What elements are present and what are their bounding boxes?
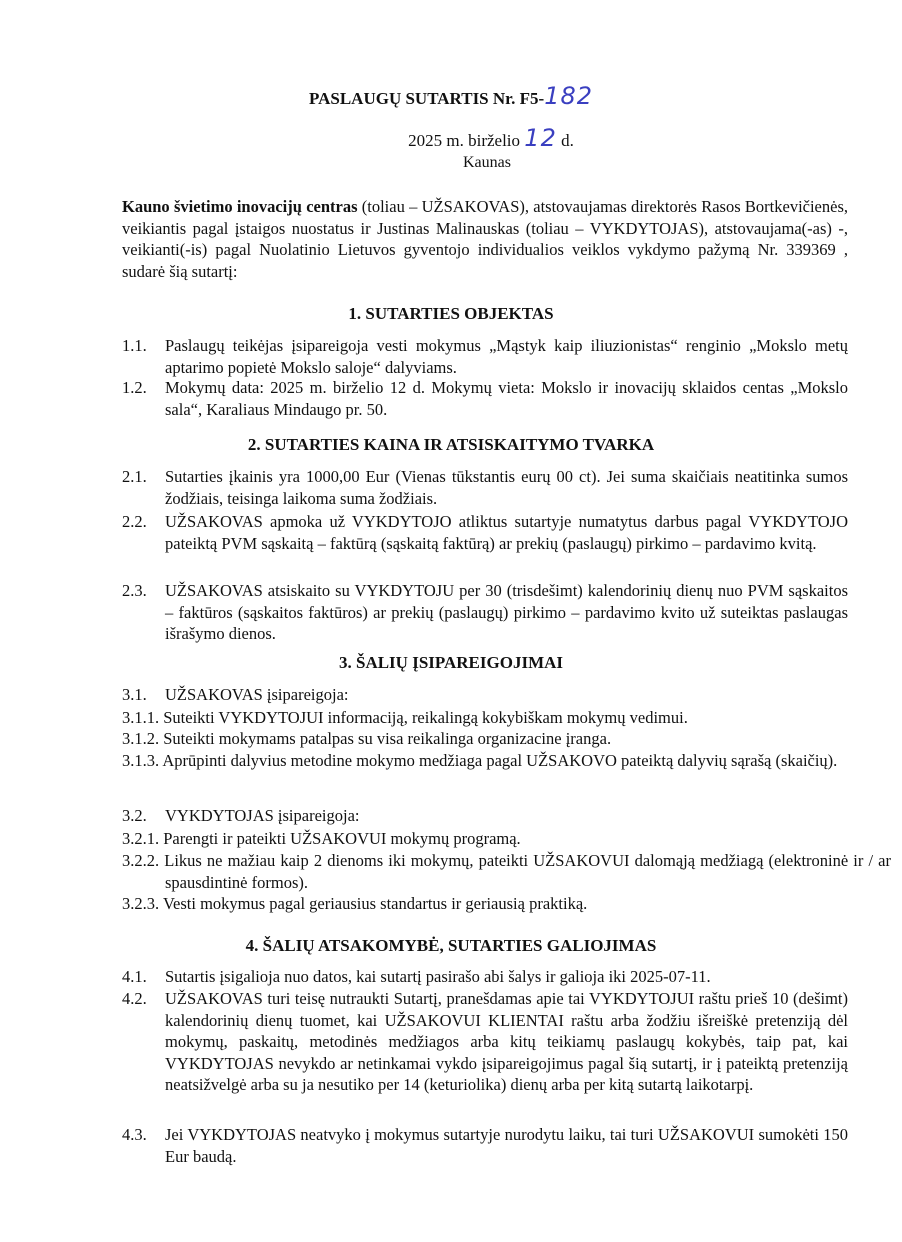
clause-number: 3.1.3.	[122, 751, 160, 770]
clause-text: UŽSAKOVAS įsipareigoja:	[165, 685, 349, 704]
section-heading: 4. ŠALIŲ ATSAKOMYBĖ, SUTARTIES GALIOJIMAS	[245, 936, 657, 955]
document-city: Kaunas	[463, 154, 511, 171]
intro-text: (toliau – UŽSAKOVAS), atstovaujamas direktorės Rasos Bortkevičienės, veikiantis pagal įstaigos nuostatus ir Justinas Malinauskas (toliau – VYKDYTOJAS), atstovaujama(-as) -, veikianti(-is) pagal Nuolatinio Lietuvos gyventojo individualios veiklos vykdymo pažymą Nr. 339369 , sudarė šią sutartį:	[122, 197, 849, 281]
date-prefix: 2025 m. birželio	[408, 131, 521, 150]
clause-text: UŽSAKOVAS atsiskaito su VYKDYTOJU per 30 (trisdešimt) kalendorinių dienų nuo PVM sąskaitos – faktūros (sąskaitos faktūros) ar prekių (paslaugų) pirkimo – pardavimo kvito už suteiktas paslaugas išrašymo dienos.	[165, 581, 848, 643]
clause-number: 1.2.	[122, 378, 147, 397]
subclause	[122, 707, 891, 729]
clause-text: VYKDYTOJAS įsipareigoja:	[165, 806, 360, 825]
clause-text: Jei VYKDYTOJAS neatvyko į mokymus sutartyje nurodytu laiku, tai turi UŽSAKOVUI sumokėti 150 Eur baudą.	[165, 1125, 848, 1166]
subclause	[122, 893, 891, 915]
clause-text: Paslaugų teikėjas įsipareigoja vesti mokymus „Mąstyk kaip iliuzionistas“ renginio „Mokslo metų aptarimo popietė Mokslo saloje“ dalyviams.	[165, 336, 848, 377]
handwritten-number: 182	[544, 82, 594, 110]
clause-number: 3.1.	[122, 685, 147, 704]
clause	[122, 988, 848, 1096]
clause-text: Likus ne mažiau kaip 2 dienoms iki mokymų, pateikti UŽSAKOVUI dalomąją medžiagą (elektroninė ir / ar spausdintinė formos).	[164, 851, 892, 892]
section-heading: 2. SUTARTIES KAINA IR ATSISKAITYMO TVARKA	[247, 435, 655, 454]
clause-number: 3.1.1.	[122, 708, 160, 727]
clause-text: Vesti mokymus pagal geriausius standartus ir geriausią praktiką.	[162, 894, 588, 913]
customer-name: Kauno švietimo inovacijų centras	[122, 197, 358, 216]
intro-paragraph	[122, 196, 848, 282]
clause-number: 3.1.2.	[122, 729, 160, 748]
subclause	[122, 750, 891, 772]
clause-text: Suteikti VYKDYTOJUI informaciją, reikalingą kokybiškam mokymų vedimui.	[163, 708, 688, 727]
clause-text: Suteikti mokymams patalpas su visa reikalinga organizacine įranga.	[163, 729, 612, 748]
clause-number: 3.2.2.	[122, 851, 160, 870]
clause-text: Sutarties įkainis yra 1000,00 Eur (Vienas tūkstantis eurų 00 ct). Jei suma skaičiais neatitinka sumos žodžiais, teisinga laikoma suma žodžiais.	[165, 467, 848, 508]
title-text: PASLAUGŲ SUTARTIS Nr. F5-	[308, 89, 545, 108]
clause-text: Parengti ir pateikti UŽSAKOVUI mokymų programą.	[163, 829, 521, 848]
subclause	[122, 850, 891, 893]
clause-text: Mokymų data: 2025 m. birželio 12 d. Mokymų vieta: Mokslo ir inovacijų sklaidos centas „Mokslo sala“, Karaliaus Mindaugo pr. 50.	[165, 378, 848, 419]
clause-text: UŽSAKOVAS apmoka už VYKDYTOJO atliktus sutartyje numatytus darbus pagal VYKDYTOJO pateiktą PVM sąskaitą – faktūrą (sąskaitą faktūrą) ar prekių (paslaugų) pirkimo – pardavimo kvitą.	[165, 512, 848, 553]
clause	[122, 466, 848, 509]
clause-number: 2.2.	[122, 512, 147, 531]
clause-number: 2.1.	[122, 467, 147, 486]
date-suffix: d.	[561, 131, 574, 150]
subclause	[122, 728, 891, 750]
document-title	[0, 82, 902, 110]
subclause	[122, 828, 891, 850]
clause-number: 3.2.1.	[122, 829, 160, 848]
clause-number: 4.2.	[122, 989, 147, 1008]
clause-number: 1.1.	[122, 336, 147, 355]
document-date	[40, 124, 902, 152]
clause-number: 3.2.	[122, 806, 147, 825]
section-heading: 1. SUTARTIES OBJEKTAS	[348, 304, 554, 323]
section-heading: 3. ŠALIŲ ĮSIPAREIGOJIMAI	[338, 653, 564, 672]
clause	[122, 805, 848, 827]
clause	[122, 335, 848, 378]
clause-text: Sutartis įsigalioja nuo datos, kai sutartį pasirašo abi šalys ir galioja iki 2025-07-11.	[165, 967, 711, 986]
clause-number: 4.1.	[122, 967, 147, 986]
clause	[122, 377, 848, 420]
clause-number: 4.3.	[122, 1125, 147, 1144]
clause-number: 2.3.	[122, 581, 147, 600]
clause-text: Aprūpinti dalyvius metodine mokymo medžiaga pagal UŽSAKOVO pateiktą dalyvių sąrašą (skaičių).	[162, 751, 838, 770]
clause-number: 3.2.3.	[122, 894, 160, 913]
clause	[122, 580, 848, 645]
clause	[122, 684, 848, 706]
handwritten-day: 12	[524, 124, 557, 152]
clause	[122, 511, 848, 554]
clause	[122, 966, 848, 988]
clause	[122, 1124, 848, 1167]
clause-text: UŽSAKOVAS turi teisę nutraukti Sutartį, pranešdamas apie tai VYKDYTOJUI raštu prieš 10 (dešimt) kalendorinių dienų tuomet, kai UŽSAKOVUI KLIENTAI raštu arba žodžiu išreiškė pretenziją dėl mokymų, paskaitų, metodinės medžiagos arba kitų teikiamų paslaugų kokybės, taip pat, kai VYKDYTOJAS nevykdo ar netinkamai vykdo įsipareigojimus pagal šią sutartį, ir į pateiktą pretenziją neatsižvelgė arba su ja nesutiko per 14 (keturiolika) dienų arba per kitą sutartą laikotarpį.	[165, 989, 848, 1094]
